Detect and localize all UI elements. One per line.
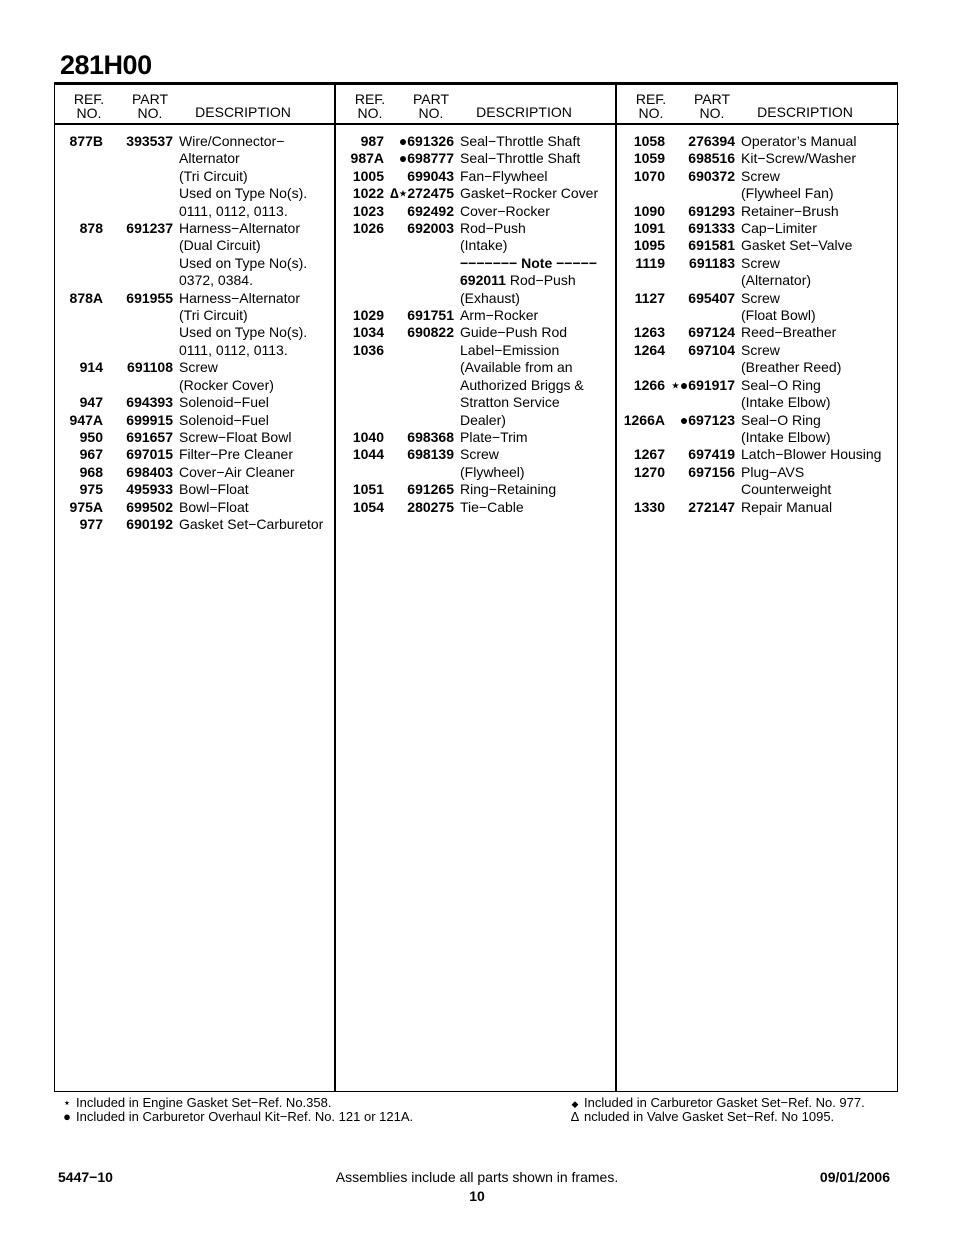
part-description: Repair Manual: [741, 498, 833, 515]
ref-no: 1090: [633, 202, 665, 219]
note-divider: −−−−−−− Note −−−−−: [460, 254, 597, 271]
part-description: Wire/Connector− Alternator (Tri Circuit) Used on Type No(s). 0111, 0112, 0113.: [179, 133, 308, 219]
ref-no: 1034: [352, 324, 384, 341]
part-no: 698516: [688, 150, 735, 167]
part-no: 691265: [407, 481, 454, 498]
part-row: [55, 133, 334, 220]
part-no: 276394: [688, 133, 735, 149]
part-row: [336, 429, 615, 446]
ref-no: 1044: [352, 446, 384, 463]
part-no: 699043: [407, 167, 454, 184]
legend-dot: [58, 1110, 413, 1124]
part-row: [55, 359, 334, 394]
part-row: [617, 150, 899, 167]
part-no: 393537: [126, 133, 173, 149]
part-row: [336, 185, 615, 202]
part-no: 691657: [126, 428, 173, 445]
part-no: 691751: [407, 307, 454, 324]
parts-table: [54, 82, 898, 1092]
ref-no: 1059: [633, 150, 665, 167]
part-row: [336, 446, 615, 481]
ref-no: 1264: [633, 341, 665, 358]
part-description: Harness−Alternator (Dual Circuit) Used on Type No(s). 0372, 0384.: [179, 220, 308, 289]
ref-no: 968: [79, 463, 103, 480]
part-no: ●691326: [398, 133, 454, 149]
ref-no: 1091: [633, 220, 665, 237]
part-no: 691108: [127, 359, 173, 376]
part-description: Gasket Set−Valve: [741, 237, 853, 254]
part-row: [617, 133, 899, 150]
part-description: Screw (Alternator): [741, 254, 812, 289]
legend-dot-text: Included in Carburetor Overhaul Kit−Ref. No. 121 or 121A.: [76, 1109, 414, 1124]
description-header: DESCRIPTION: [476, 104, 572, 120]
part-row: [617, 446, 899, 463]
part-description: Ring−Retaining: [460, 481, 557, 498]
part-row: [617, 412, 899, 447]
part-no: 699502: [126, 498, 173, 515]
ref-no: 1026: [352, 220, 384, 237]
part-no: 691237: [126, 220, 173, 237]
part-no: 691333: [688, 220, 735, 237]
part-no: 697104: [688, 341, 735, 358]
column-header: [617, 85, 899, 125]
part-row: [55, 429, 334, 446]
part-description: Plug−AVS Counterweight: [741, 463, 832, 498]
part-description: Screw (Flywheel Fan): [741, 167, 834, 202]
column-header: [55, 85, 334, 125]
part-header: PART NO.: [693, 91, 731, 121]
part-description: Fan−Flywheel: [460, 167, 548, 184]
part-description: Gasket−Rocker Cover: [460, 185, 599, 202]
part-no: 691183: [689, 254, 735, 271]
ref-no: 967: [79, 446, 103, 463]
part-header: PART NO.: [412, 91, 450, 121]
ref-no: 877B: [69, 133, 103, 149]
ref-no: 947: [79, 394, 103, 411]
part-row: [617, 499, 899, 516]
ref-header: REF. NO.: [635, 91, 667, 121]
ref-no: 950: [79, 428, 103, 445]
ref-no: 987A: [350, 150, 384, 167]
part-description: [460, 272, 615, 307]
part-no: ●697123: [679, 411, 735, 428]
part-no: ∆⋆272475: [390, 185, 455, 202]
ref-no: 1266A: [623, 411, 665, 428]
part-description: Rod−Push (Intake): [460, 220, 526, 254]
part-description: Screw (Rocker Cover): [179, 359, 274, 393]
part-row: [336, 150, 615, 167]
part-row: [617, 324, 899, 341]
parts-column-2: [336, 85, 617, 1091]
part-header: PART NO.: [131, 91, 169, 121]
ref-no: 1023: [352, 202, 384, 219]
part-row: [336, 255, 615, 272]
ref-no: 1040: [352, 428, 384, 445]
part-description-inline: Rod−Push (Exhaust): [460, 272, 576, 306]
part-row: [336, 342, 615, 429]
description-header: DESCRIPTION: [757, 104, 853, 120]
part-row: [336, 481, 615, 498]
part-description: Screw (Breather Reed): [741, 341, 842, 376]
part-row: [336, 168, 615, 185]
part-row: [336, 499, 615, 516]
part-description: Cap−Limiter: [741, 220, 817, 237]
part-row: [617, 342, 899, 377]
ref-no: 878: [79, 220, 103, 237]
part-no: 272147: [688, 498, 735, 515]
ref-no: 947A: [69, 411, 103, 428]
part-no: 690372: [688, 167, 735, 184]
part-description: Bowl−Float: [179, 498, 249, 515]
part-description: Plate−Trim: [460, 428, 528, 445]
ref-no: 1127: [634, 289, 665, 306]
part-row: [55, 220, 334, 290]
part-row: [617, 203, 899, 220]
ref-no: 1267: [633, 446, 665, 463]
part-description: Bowl−Float: [179, 481, 249, 498]
part-description: Gasket Set−Carburetor: [179, 515, 324, 532]
part-description: Screw−Float Bowl: [179, 428, 292, 445]
part-row: [55, 464, 334, 481]
part-row: [55, 499, 334, 516]
ref-no: 878A: [69, 289, 103, 306]
ref-no: 1330: [633, 498, 665, 515]
part-row: [336, 307, 615, 324]
part-no-inline: 692011: [460, 272, 506, 289]
description-header: DESCRIPTION: [195, 104, 291, 120]
part-description: Screw (Float Bowl): [741, 289, 816, 324]
legend-delta-text: ncluded in Valve Gasket Set−Ref. No 1095.: [584, 1109, 835, 1124]
page-number: 10: [469, 1188, 485, 1204]
ref-no: 977: [79, 515, 103, 532]
part-no: ⋆●691917: [671, 376, 735, 393]
ref-no: 1263: [633, 324, 665, 341]
part-no: 280275: [407, 498, 454, 515]
ref-no: 1095: [633, 237, 665, 254]
footer-note: Assemblies include all parts shown in frames.: [335, 1169, 619, 1185]
part-row: [336, 220, 615, 255]
part-row: [55, 412, 334, 429]
part-description: Filter−Pre Cleaner: [179, 446, 293, 463]
part-no: 692003: [407, 220, 454, 237]
parts-column-1: [55, 85, 336, 1091]
part-description: Operator’s Manual: [741, 133, 857, 149]
part-row: [617, 464, 899, 499]
ref-no: 1051: [352, 481, 384, 498]
part-row: [617, 220, 899, 237]
part-no: 697124: [688, 324, 735, 341]
part-no: 697419: [688, 446, 735, 463]
ref-no: 1058: [633, 133, 665, 149]
ref-no: 1022: [352, 185, 384, 202]
part-row: [617, 255, 899, 290]
part-description: Kit−Screw/Washer: [741, 150, 857, 167]
part-description: Solenoid−Fuel: [179, 411, 269, 428]
part-description: Solenoid−Fuel: [179, 394, 269, 411]
part-description: Arm−Rocker: [460, 307, 539, 324]
star-icon: ⋆: [62, 1095, 72, 1110]
ref-no: 1119: [635, 254, 665, 271]
part-description: Tie−Cable: [460, 498, 524, 515]
part-row: [55, 481, 334, 498]
ref-no: 975: [79, 481, 103, 498]
part-row: [55, 516, 334, 533]
part-no: 690192: [126, 515, 173, 532]
part-row: [55, 290, 334, 360]
parts-column-3: [617, 85, 899, 1091]
delta-icon: ∆: [571, 1109, 579, 1124]
part-description: Seal−Throttle Shaft: [460, 133, 581, 149]
part-description: Seal−O Ring (Intake Elbow): [741, 411, 831, 445]
part-description: Latch−Blower Housing: [741, 446, 882, 463]
part-no: 692492: [407, 202, 454, 219]
part-row: [336, 324, 615, 341]
legend-delta: [566, 1110, 834, 1124]
part-no: 697015: [126, 446, 173, 463]
part-row: [55, 394, 334, 411]
part-description: Seal−Throttle Shaft: [460, 150, 581, 167]
part-no: 698403: [126, 463, 173, 480]
part-no: 694393: [126, 394, 173, 411]
ref-no: 987: [360, 133, 384, 149]
column-header: [336, 85, 615, 125]
part-description: Label−Emission (Available from an Authorized Briggs & Stratton Service Dealer): [460, 341, 584, 428]
ref-header: REF. NO.: [73, 91, 105, 121]
model-title: 281H00: [60, 50, 152, 80]
part-no: 698368: [407, 428, 454, 445]
part-no: 691293: [688, 202, 735, 219]
part-row: [336, 272, 615, 307]
ref-no: 1266: [633, 376, 665, 393]
part-row: [617, 237, 899, 254]
legend-diamond-text: Included in Carburetor Gasket Set−Ref. No. 977.: [584, 1095, 865, 1110]
part-row: [617, 168, 899, 203]
part-no: 697156: [688, 463, 735, 480]
part-row: [336, 203, 615, 220]
document-number: 5447−10: [58, 1169, 113, 1185]
part-description: Cover−Rocker: [460, 202, 550, 219]
ref-no: 975A: [69, 498, 103, 515]
part-row: [617, 290, 899, 325]
part-no: 695407: [688, 289, 735, 306]
part-no: 495933: [126, 481, 173, 498]
ref-header: REF. NO.: [354, 91, 386, 121]
part-no: 698139: [407, 446, 454, 463]
ref-no: 914: [79, 359, 103, 376]
ref-no: 1270: [633, 463, 665, 480]
ref-no: 1005: [352, 167, 384, 184]
part-row: [617, 377, 899, 412]
ref-no: 1036: [352, 341, 384, 358]
ref-no: 1070: [633, 167, 665, 184]
part-row: [55, 446, 334, 463]
part-description: Screw (Flywheel): [460, 446, 525, 480]
part-no: 691955: [126, 289, 173, 306]
legend-star-text: Included in Engine Gasket Set−Ref. No.358.: [76, 1095, 332, 1110]
diamond-icon: ◆: [571, 1099, 579, 1109]
ref-no: 1029: [352, 307, 384, 324]
part-description: Reed−Breather: [741, 324, 837, 341]
part-no: 699915: [126, 411, 173, 428]
part-description: Guide−Push Rod: [460, 324, 568, 341]
part-no: ●698777: [398, 150, 454, 167]
part-row: [336, 133, 615, 150]
ref-no: 1054: [352, 498, 384, 515]
legend-star: [58, 1096, 331, 1110]
part-no: 691581: [688, 237, 735, 254]
dot-icon: ●: [63, 1109, 71, 1124]
part-no: 690822: [407, 324, 454, 341]
part-description: Retainer−Brush: [741, 202, 839, 219]
part-description: Harness−Alternator (Tri Circuit) Used on Type No(s). 0111, 0112, 0113.: [179, 289, 308, 358]
document-date: 09/01/2006: [819, 1169, 890, 1185]
part-description: Cover−Air Cleaner: [179, 463, 295, 480]
part-description: Seal−O Ring (Intake Elbow): [741, 376, 831, 411]
